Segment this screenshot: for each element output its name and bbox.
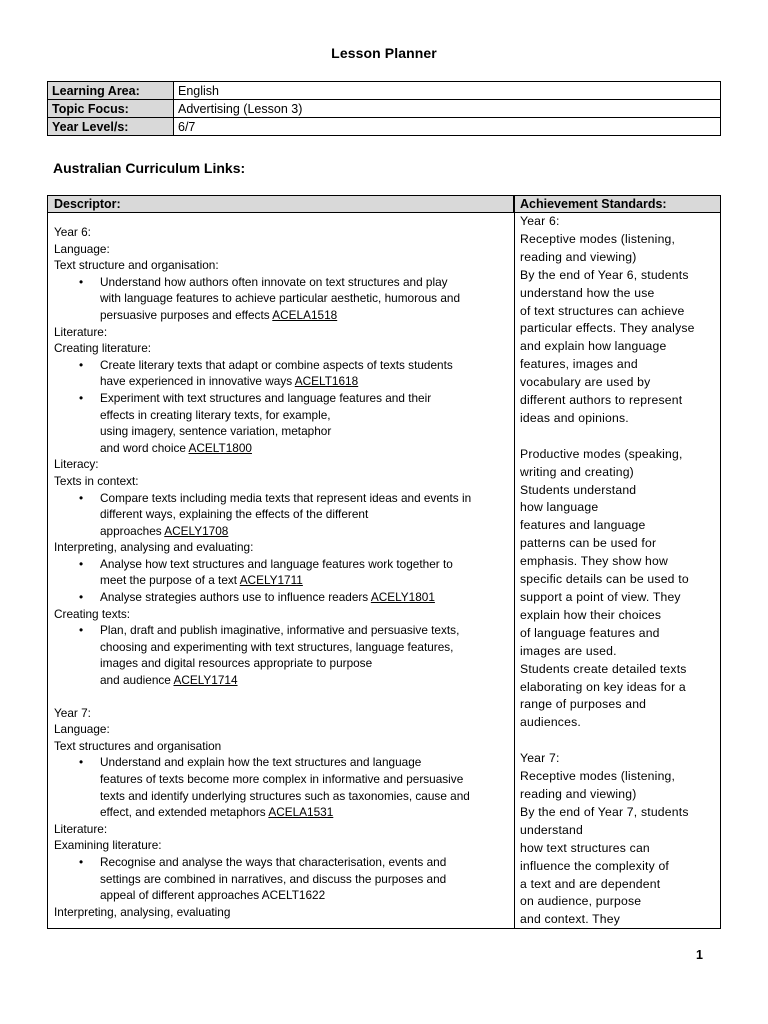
achievement-line: Year 6: bbox=[520, 214, 560, 228]
curriculum-code-link[interactable]: ACELT1618 bbox=[294, 374, 359, 389]
curriculum-code-link[interactable]: ACELY1801 bbox=[370, 590, 435, 605]
list-item bbox=[54, 622, 509, 688]
achievement-header: Achievement Standards: bbox=[514, 196, 720, 213]
achievement-line: elaborating on key ideas for a bbox=[520, 679, 686, 694]
curriculum-code-link[interactable]: ACELY1708 bbox=[164, 523, 229, 538]
bullet-text: effect, and extended metaphors bbox=[100, 805, 269, 820]
info-label: Learning Area: bbox=[48, 82, 174, 100]
lesson-info-table bbox=[47, 81, 721, 136]
bullet-text: using imagery, sentence variation, metaphor bbox=[100, 424, 332, 439]
achievement-line: support a point of view. They bbox=[520, 590, 681, 605]
achievement-line: features, images and bbox=[520, 357, 638, 372]
achievement-line: on audience, purpose bbox=[520, 894, 642, 909]
year-heading: Year 6: bbox=[54, 225, 91, 239]
curriculum-code-link[interactable]: ACELY1711 bbox=[239, 573, 303, 588]
bullet-text: Compare texts including media texts that represent ideas and events in bbox=[100, 490, 472, 505]
achievement-line: and explain how language bbox=[520, 339, 667, 354]
bullet-icon: • bbox=[79, 854, 84, 869]
achievement-line: specific details can be used to bbox=[520, 572, 689, 587]
bullet-icon: • bbox=[79, 755, 84, 770]
bullet-text: settings are combined in narratives, and discuss the purposes and bbox=[100, 871, 447, 886]
list-item bbox=[54, 357, 509, 390]
achievement-line: particular effects. They analyse bbox=[520, 321, 695, 336]
substrand-heading: Creating texts: bbox=[54, 606, 131, 621]
bullet-icon: • bbox=[79, 623, 84, 638]
info-value: Advertising (Lesson 3) bbox=[174, 100, 721, 118]
substrand-heading: Examining literature: bbox=[54, 838, 162, 853]
bullet-text: Create literary texts that adapt or combine aspects of texts students bbox=[100, 357, 453, 372]
bullet-text: approaches bbox=[100, 523, 165, 538]
bullet-text: choosing and experimenting with text structures, language features, bbox=[100, 639, 454, 654]
bullet-text: appeal of different approaches ACELT1622 bbox=[100, 888, 326, 903]
bullet-icon: • bbox=[79, 556, 84, 571]
spacer bbox=[54, 689, 509, 705]
achievement-line: By the end of Year 7, students bbox=[520, 804, 689, 819]
achievement-line: understand how the use bbox=[520, 285, 655, 300]
achievement-line: reading and viewing) bbox=[520, 249, 637, 264]
substrand-heading: Texts in context: bbox=[54, 473, 139, 488]
descriptor-header: Descriptor: bbox=[48, 196, 514, 213]
achievement-line: of text structures can achieve bbox=[520, 303, 685, 318]
achievement-line: Receptive modes (listening, bbox=[520, 769, 676, 784]
substrand-heading: Creating literature: bbox=[54, 341, 152, 356]
spacer bbox=[520, 732, 716, 750]
bullet-text: images and digital resources appropriate to purpose bbox=[100, 656, 373, 671]
list-item bbox=[54, 854, 509, 904]
substrand-heading: Text structure and organisation: bbox=[54, 258, 219, 273]
achievement-line: Receptive modes (listening, bbox=[520, 231, 676, 246]
achievement-line: range of purposes and bbox=[520, 697, 647, 712]
descriptor-column bbox=[54, 224, 509, 920]
list-item bbox=[54, 556, 509, 589]
list-item bbox=[54, 589, 509, 606]
bullet-icon: • bbox=[79, 390, 84, 405]
bullet-text: Experiment with text structures and language features and their bbox=[100, 390, 432, 405]
bullet-text: persuasive purposes and effects bbox=[100, 307, 273, 322]
bullet-text: meet the purpose of a text bbox=[100, 573, 240, 588]
achievement-line: features and language bbox=[520, 518, 646, 533]
achievement-line: patterns can be used for bbox=[520, 536, 657, 551]
list-item bbox=[54, 754, 509, 820]
achievement-line: Productive modes (speaking, bbox=[520, 446, 683, 461]
curriculum-code-link[interactable]: ACELY1714 bbox=[173, 673, 238, 688]
achievement-line: how text structures can bbox=[520, 840, 650, 855]
achievement-line: explain how their choices bbox=[520, 607, 662, 622]
strand-heading: Literature: bbox=[54, 821, 108, 836]
bullet-icon: • bbox=[79, 590, 84, 605]
year-heading: Year 7: bbox=[54, 705, 91, 720]
info-row-year-level bbox=[48, 118, 721, 136]
strand-heading: Language: bbox=[54, 722, 110, 737]
bullet-text: Understand how authors often innovate on text structures and play bbox=[100, 274, 448, 289]
curriculum-code-link[interactable]: ACELT1800 bbox=[188, 440, 252, 455]
bullet-icon: • bbox=[79, 274, 84, 289]
curriculum-table bbox=[47, 195, 721, 929]
achievement-column bbox=[520, 213, 716, 929]
strand-heading: Literature: bbox=[54, 324, 108, 339]
bullet-text: Understand and explain how the text structures and language bbox=[100, 755, 422, 770]
strand-heading: Literacy: bbox=[54, 457, 99, 472]
bullet-text: effects in creating literary texts, for example, bbox=[100, 407, 331, 422]
achievement-line: understand bbox=[520, 822, 583, 837]
achievement-line: and context. They bbox=[520, 912, 621, 927]
bullet-icon: • bbox=[79, 490, 84, 505]
achievement-line: of language features and bbox=[520, 625, 660, 640]
info-value: 6/7 bbox=[174, 118, 721, 136]
bullet-text: Plan, draft and publish imaginative, informative and persuasive texts, bbox=[100, 623, 460, 638]
achievement-line: a text and are dependent bbox=[520, 876, 661, 891]
page-title: Lesson Planner bbox=[331, 45, 437, 61]
achievement-line: reading and viewing) bbox=[520, 786, 637, 801]
achievement-line: Year 7: bbox=[520, 751, 560, 766]
bullet-text: and word choice bbox=[100, 440, 189, 455]
achievement-line: Students understand bbox=[520, 482, 637, 497]
achievement-line: influence the complexity of bbox=[520, 858, 670, 873]
bullet-text: and audience bbox=[100, 673, 174, 688]
info-label: Year Level/s: bbox=[48, 118, 174, 136]
bullet-text: features of texts become more complex in informative and persuasive bbox=[100, 772, 464, 786]
info-row-learning-area bbox=[48, 82, 721, 100]
achievement-line: Students create detailed texts bbox=[520, 661, 687, 676]
achievement-line: different authors to represent bbox=[520, 393, 683, 408]
substrand-heading: Interpreting, analysing and evaluating: bbox=[54, 540, 254, 555]
bullet-text: have experienced in innovative ways bbox=[100, 374, 295, 389]
info-value: English bbox=[174, 82, 721, 100]
achievement-line: audiences. bbox=[520, 715, 581, 730]
page-number: 1 bbox=[696, 948, 703, 962]
column-divider bbox=[514, 196, 515, 928]
curriculum-code-link[interactable]: ACELA1518 bbox=[272, 307, 338, 322]
achievement-line: By the end of Year 6, students bbox=[520, 267, 689, 282]
achievement-line: images are used. bbox=[520, 643, 617, 658]
substrand-heading: Text structures and organisation bbox=[54, 738, 222, 753]
bullet-text: different ways, explaining the effects of the different bbox=[100, 507, 369, 522]
achievement-line: vocabulary are used by bbox=[520, 375, 651, 390]
bullet-icon: • bbox=[79, 357, 84, 372]
bullet-text: texts and identify underlying structures such as taxonomies, cause and bbox=[100, 788, 470, 803]
achievement-line: how language bbox=[520, 500, 599, 515]
achievement-line: writing and creating) bbox=[520, 464, 634, 479]
info-row-topic-focus bbox=[48, 100, 721, 118]
curriculum-code-link[interactable]: ACELA1531 bbox=[268, 805, 334, 820]
bullet-text: Analyse how text structures and language features work together to bbox=[100, 556, 453, 571]
bullet-text: Analyse strategies authors use to influence readers bbox=[100, 590, 371, 605]
spacer bbox=[520, 428, 716, 446]
section-heading: Australian Curriculum Links: bbox=[53, 160, 246, 176]
achievement-line: ideas and opinions. bbox=[520, 410, 629, 425]
strand-heading: Language: bbox=[54, 241, 110, 256]
list-item bbox=[54, 390, 509, 456]
substrand-heading: Interpreting, analysing, evaluating bbox=[54, 904, 231, 919]
bullet-text: with language features to achieve particular aesthetic, humorous and bbox=[100, 291, 461, 306]
list-item bbox=[54, 274, 509, 324]
info-label: Topic Focus: bbox=[48, 100, 174, 118]
list-item bbox=[54, 490, 509, 540]
bullet-text: Recognise and analyse the ways that characterisation, events and bbox=[100, 854, 447, 869]
achievement-line: emphasis. They show how bbox=[520, 554, 668, 569]
